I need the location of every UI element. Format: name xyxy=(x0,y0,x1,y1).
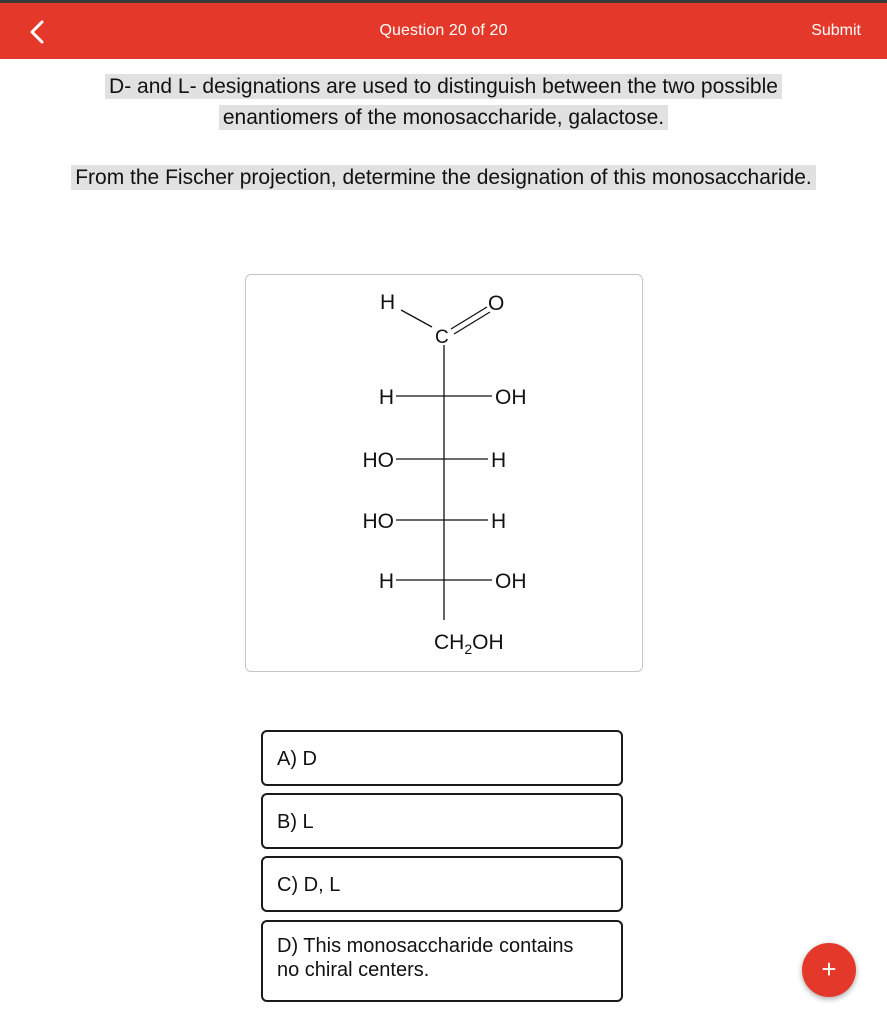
choice-b[interactable] xyxy=(261,793,623,849)
choice-d[interactable] xyxy=(261,920,623,1002)
row-4-right: OH xyxy=(495,570,527,593)
intro-line-1: D- and L- designations are used to distinguish between the two possible xyxy=(105,74,782,99)
plus-icon: + xyxy=(821,954,837,984)
h-c-bond xyxy=(401,310,432,327)
bottom-ch-label: $CH_2OH$ xyxy=(434,631,504,657)
choice-a[interactable] xyxy=(261,730,623,786)
carbonyl-c-label: C xyxy=(435,327,449,348)
top-h-label: H xyxy=(380,291,396,314)
row-4-left: H xyxy=(378,570,394,593)
choice-d-label xyxy=(277,934,573,982)
choice-b-label: B) L xyxy=(277,811,314,833)
row-2-left: HO xyxy=(362,449,394,472)
row-3-left: HO xyxy=(362,510,394,533)
app-header xyxy=(0,3,887,59)
choice-c[interactable] xyxy=(261,856,623,912)
prompt-text: From the Fischer projection, determine the designation of this monosaccharide. xyxy=(71,165,816,190)
c-o-double-bond-1 xyxy=(451,307,487,329)
row-3-right: H xyxy=(491,510,507,533)
choice-a-label: A) D xyxy=(277,748,317,770)
page-title: Question 20 of 20 xyxy=(379,22,508,39)
row-1-left: H xyxy=(378,386,394,409)
question-intro xyxy=(0,71,887,133)
add-button[interactable] xyxy=(802,943,856,997)
choice-d-line-2: no chiral centers. xyxy=(277,959,430,981)
question-prompt xyxy=(0,163,887,193)
row-1-right: OH xyxy=(495,386,527,409)
c-o-double-bond-2 xyxy=(454,312,490,334)
fischer-projection-figure xyxy=(245,274,643,672)
submit-button[interactable]: Submit xyxy=(811,22,861,39)
carbonyl-o-label: O xyxy=(488,292,505,315)
choice-c-label: C) D, L xyxy=(277,874,341,896)
row-2-right: H xyxy=(491,449,507,472)
intro-line-2: enantiomers of the monosaccharide, galactose. xyxy=(219,105,668,130)
choice-d-line-1: D) This monosaccharide contains xyxy=(277,935,574,957)
